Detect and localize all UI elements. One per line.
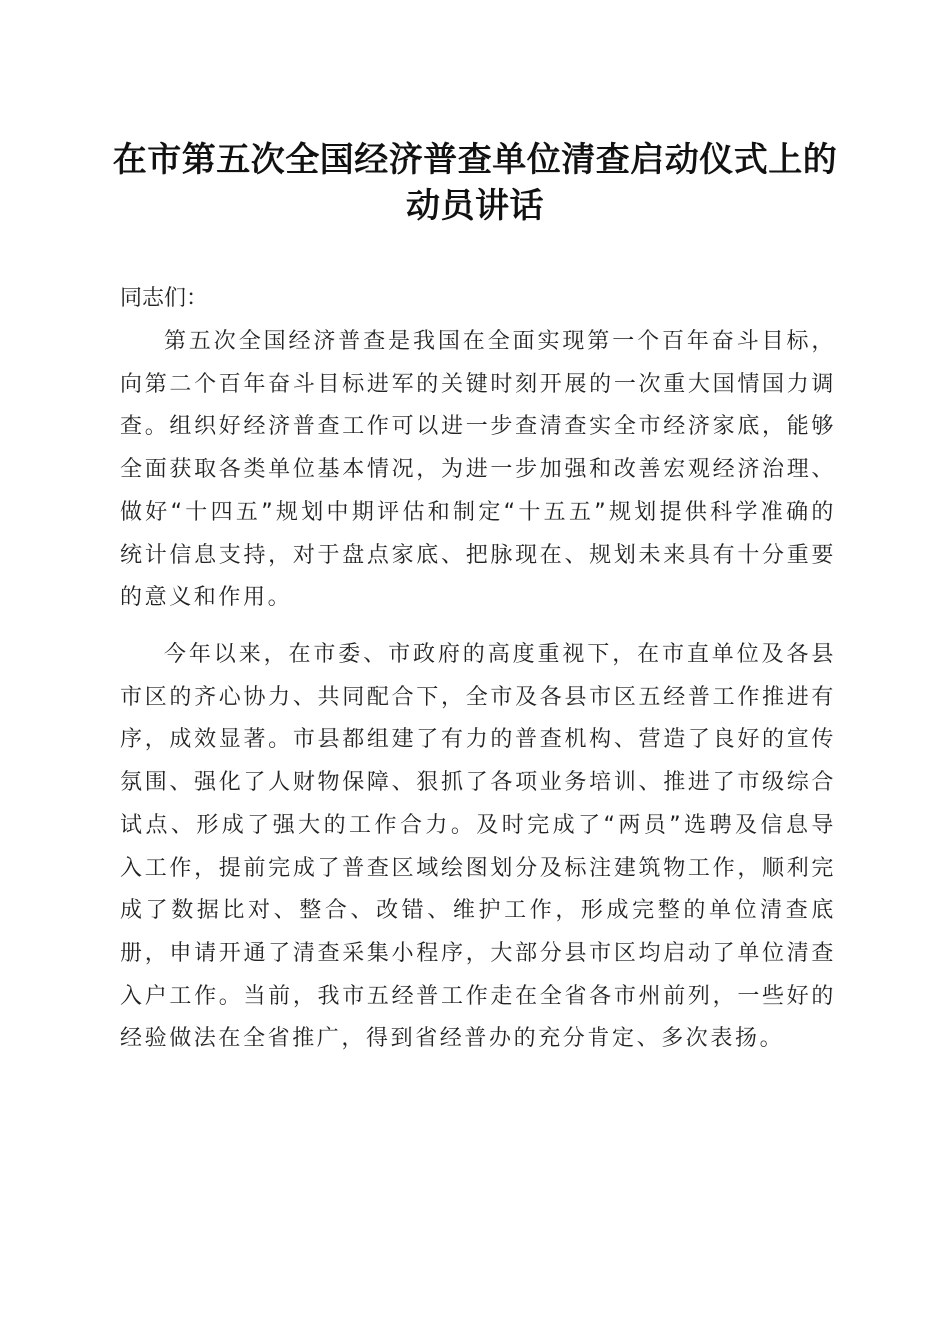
document-title: 在市第五次全国经济普查单位清查启动仪式上的动员讲话 xyxy=(112,140,838,226)
paragraph-2: 今年以来，在市委、市政府的高度重视下，在市直单位及各县市区的齐心协力、共同配合下，全市及各县市区五经普工作推进有序，成效显著。市县都组建了有力的普查机构、营造了良好的宣传氛围、强化了人财物保障、狠抓了各项业务培训、推进了市级综合试点、形成了强大的工作合力。及时完成了“两员”选聘及信息导入工作，提前完成了普查区域绘图划分及标注建筑物工作，顺利完成了数据比对、整合、改错、维护工作，形成完整的单位清查底册，申请开通了清查采集小程序，大部分县市区均启动了单位清查入户工作。当前，我市五经普工作走在全省各市州前列，一些好的经验做法在全省推广，得到省经普办的充分肯定、多次表扬。 xyxy=(120,642,836,1052)
paragraph-1: 第五次全国经济普查是我国在全面实现第一个百年奋斗目标，向第二个百年奋斗目标进军的关键时刻开展的一次重大国情国力调查。组织好经济普查工作可以进一步查清查实全市经济家底，能够全面获取各类单位基本情况，为进一步加强和改善宏观经济治理、做好“十四五”规划中期评估和制定“十五五”规划提供科学准确的统计信息支持，对于盘点家底、把脉现在、规划未来具有十分重要的意义和作用。 xyxy=(120,329,836,611)
salutation: 同志们： xyxy=(120,286,209,311)
